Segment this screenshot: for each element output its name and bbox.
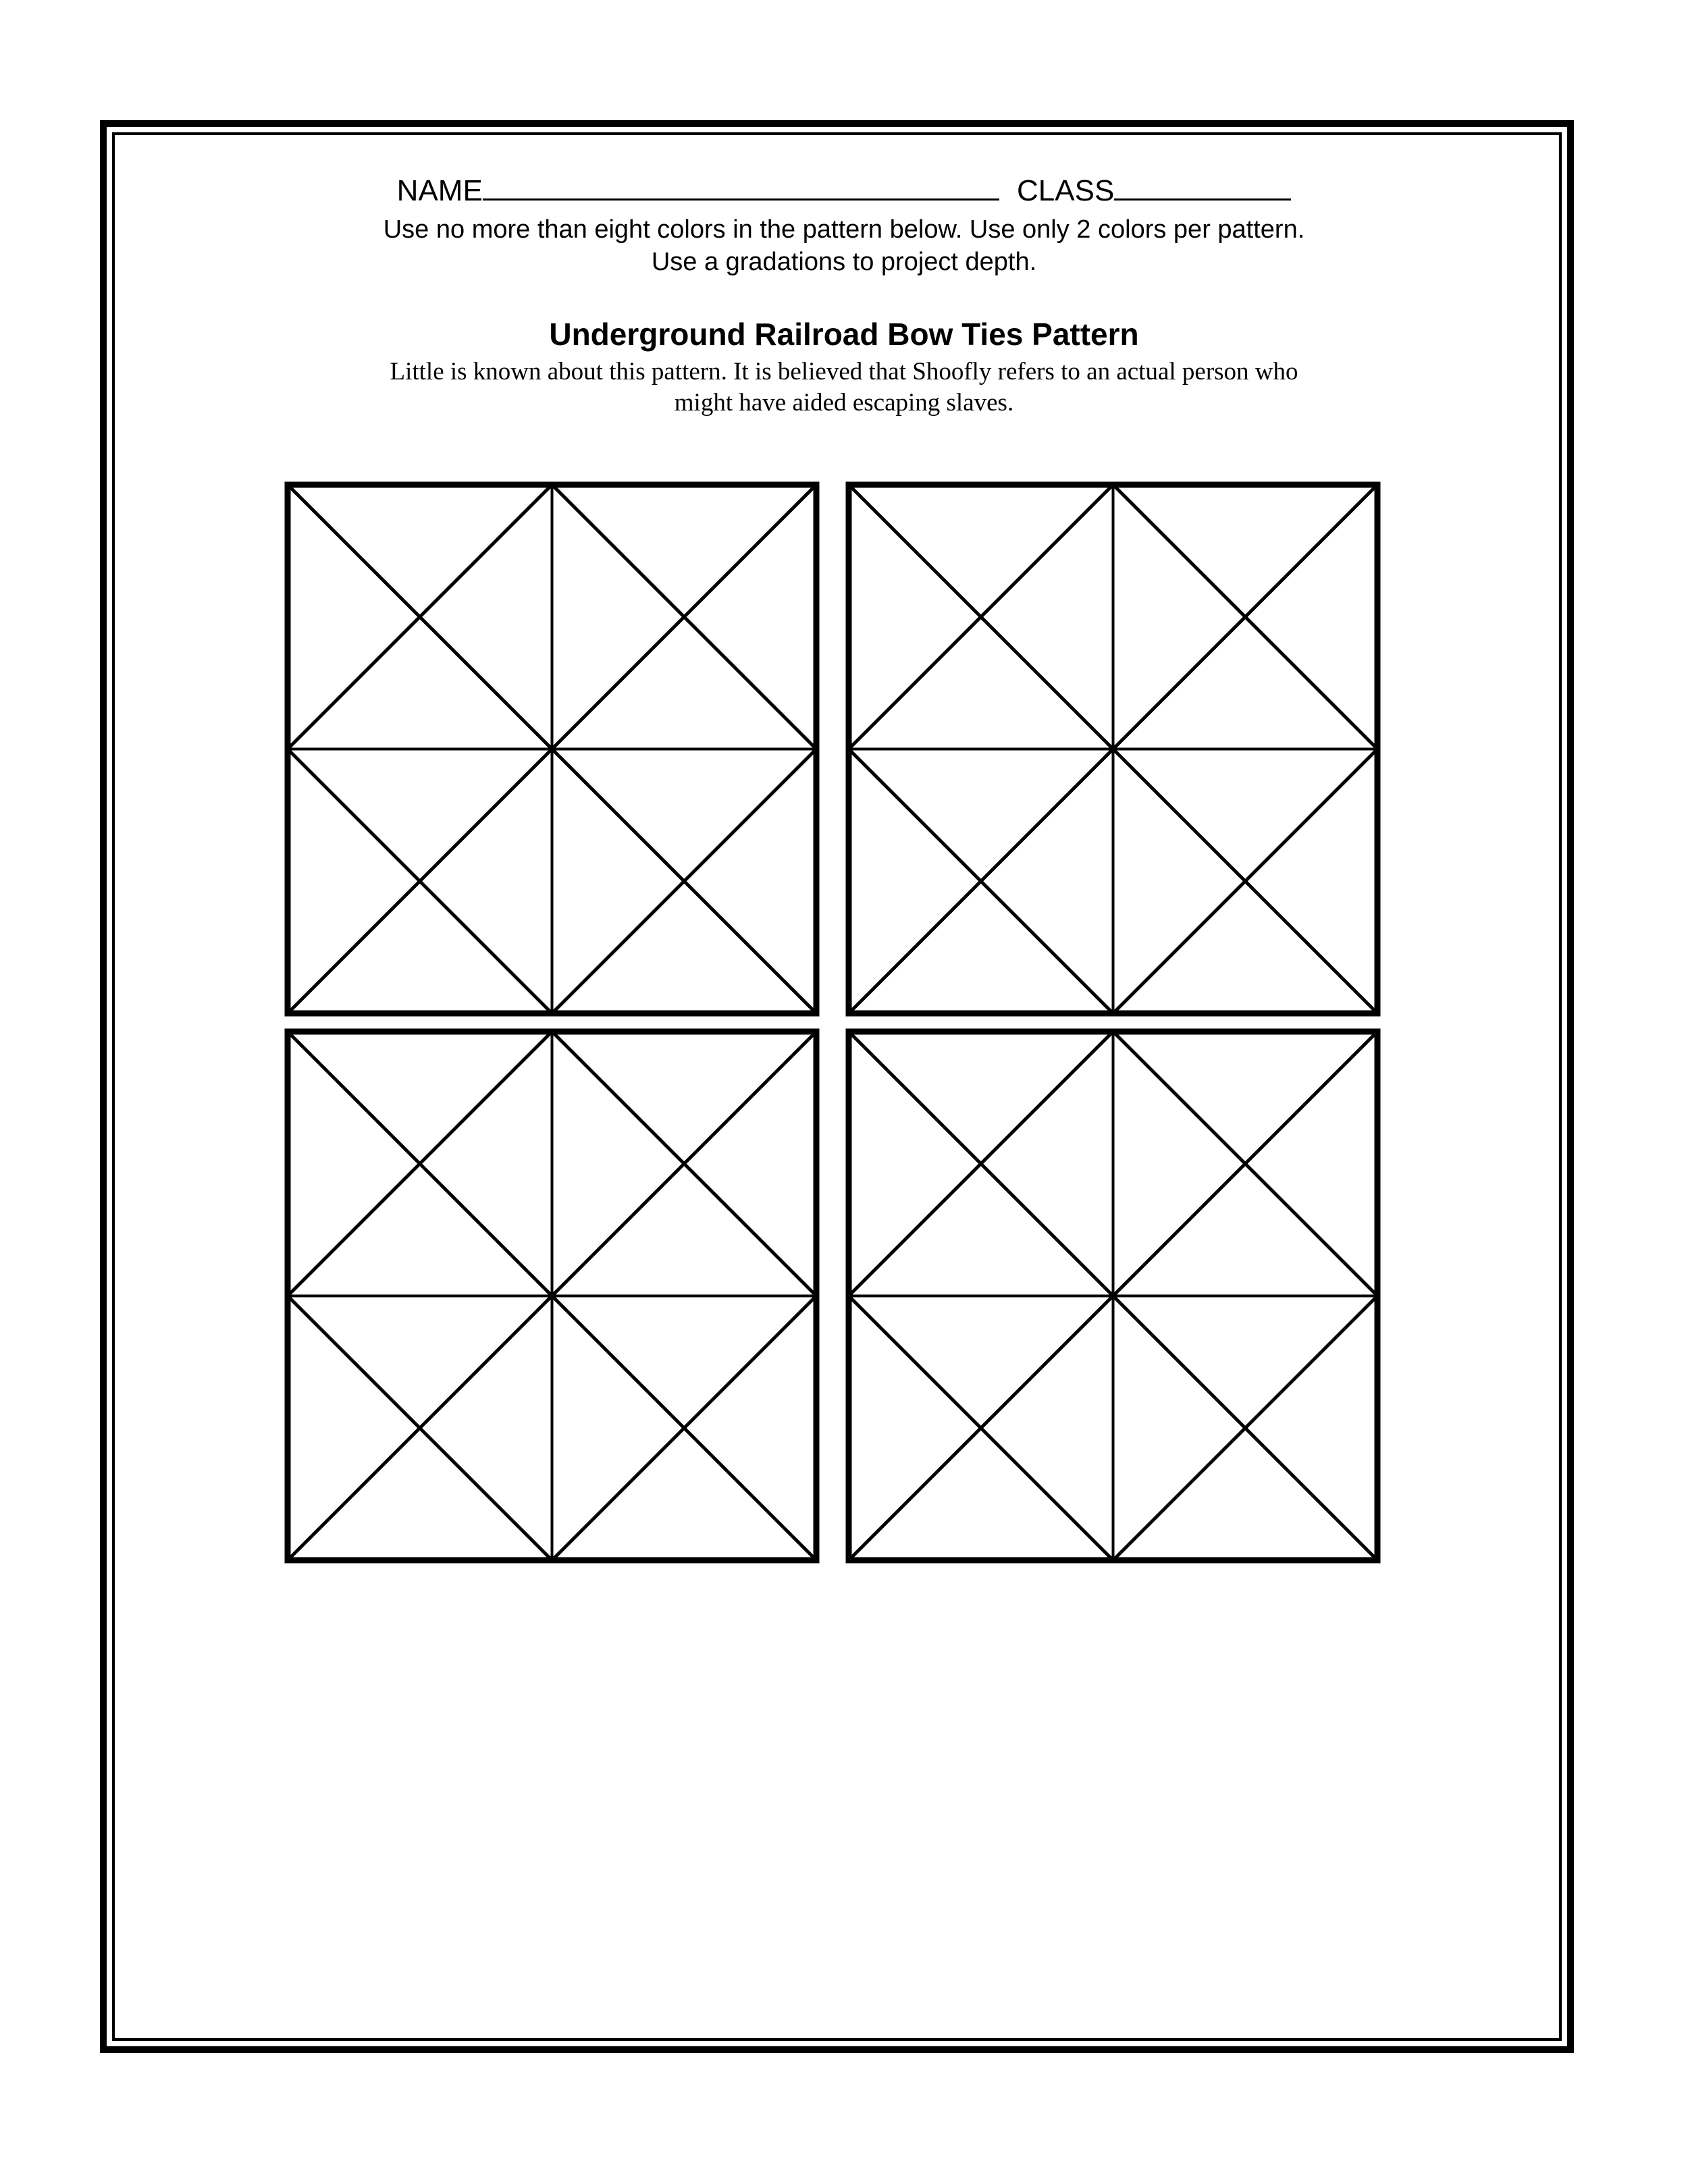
quilt-block-top-left[interactable] xyxy=(284,481,820,1017)
quilt-block-top-right[interactable] xyxy=(845,481,1381,1017)
instruction-line-2: Use a gradations to project depth. xyxy=(651,248,1037,276)
name-class-row xyxy=(0,171,1688,210)
name-label: NAME xyxy=(396,174,483,207)
class-label: CLASS xyxy=(1017,174,1115,207)
pattern-title: Underground Railroad Bow Ties Pattern xyxy=(549,317,1139,352)
quilt-block-drawing xyxy=(845,1028,1381,1564)
quilt-block-bottom-right[interactable] xyxy=(845,1028,1381,1564)
description-line-1: Little is known about this pattern. It is believed that Shoofly refers to an actual person who xyxy=(390,358,1298,385)
instruction-line-1: Use no more than eight colors in the pattern below. Use only 2 colors per pattern. xyxy=(383,215,1305,244)
name-field[interactable] xyxy=(483,171,999,201)
class-field[interactable] xyxy=(1114,171,1291,201)
description-line-2: might have aided escaping slaves. xyxy=(674,389,1014,417)
quilt-block-drawing xyxy=(284,481,820,1017)
quilt-block-drawing xyxy=(284,1028,820,1564)
quilt-block-drawing xyxy=(845,481,1381,1017)
quilt-block-bottom-left[interactable] xyxy=(284,1028,820,1564)
